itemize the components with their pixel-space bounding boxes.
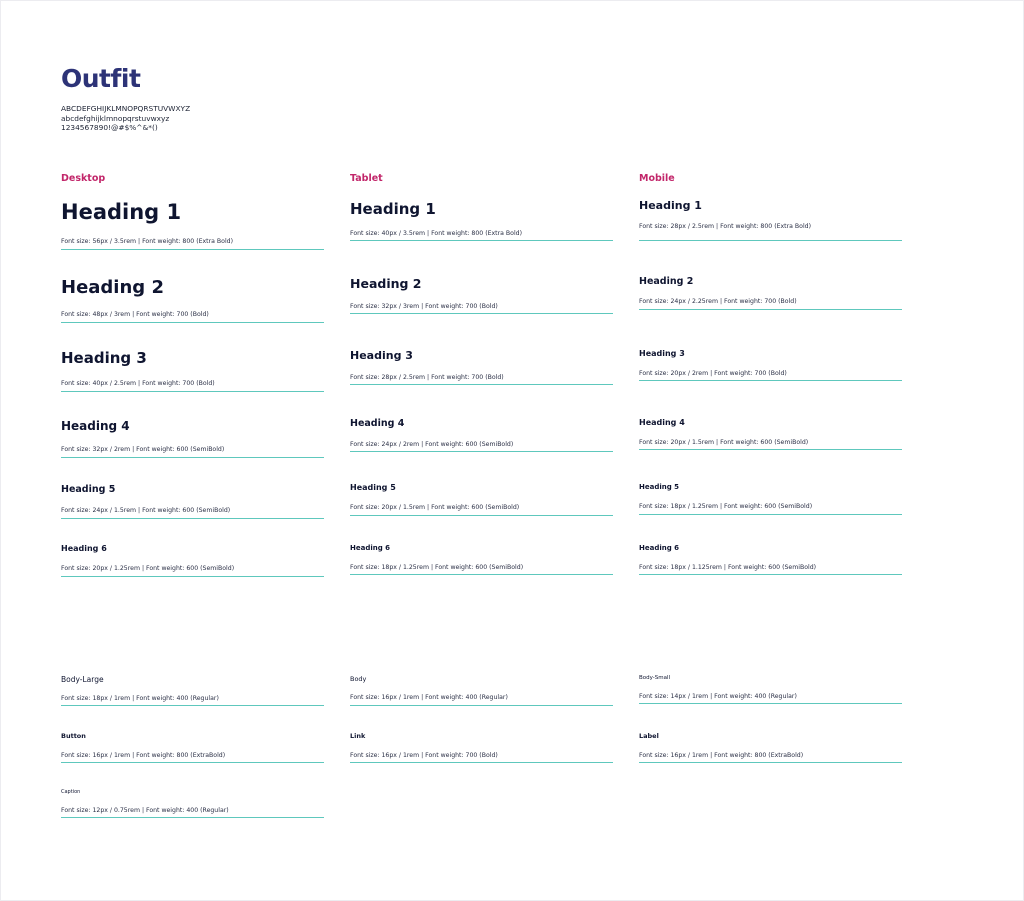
heading-sample: Heading 2 [350,276,422,291]
heading-spec: Font size: 20px / 1.25rem | Font weight: 600 (SemiBold) [61,565,235,572]
divider-line [61,518,324,519]
body-small-entry [639,675,902,700]
divider-line [61,249,324,250]
heading-spec: Font size: 20px / 1.5rem | Font weight: 600 (SemiBold) [350,504,520,511]
style-spec: Font size: 12px / 0.75rem | Font weight: 400 (Regular) [61,807,229,814]
style-sample: Button [61,732,86,740]
mobile-heading-5-entry [639,483,902,510]
style-sample: Body-Large [61,675,104,684]
column-label-mobile: Mobile [639,173,675,184]
desktop-heading-1-entry [61,200,324,245]
style-sample: Caption [61,789,81,795]
heading-spec: Font size: 28px / 2.5rem | Font weight: 700 (Bold) [350,374,504,381]
heading-spec: Font size: 28px / 2.5rem | Font weight: 800 (Extra Bold) [639,223,812,230]
heading-sample: Heading 6 [61,544,107,553]
column-label-tablet: Tablet [350,173,383,184]
divider-line [639,574,902,575]
tablet-heading-4-entry [350,418,613,448]
heading-spec: Font size: 56px / 3.5rem | Font weight: 800 (Extra Bold) [61,238,234,245]
divider-line [350,705,613,706]
divider-line [61,322,324,323]
divider-line [61,762,324,763]
style-sample: Body-Small [639,675,671,681]
heading-sample: Heading 1 [639,199,702,212]
heading-spec: Font size: 40px / 3.5rem | Font weight: 800 (Extra Bold) [350,230,523,237]
heading-spec: Font size: 20px / 1.5rem | Font weight: 600 (SemiBold) [639,439,809,446]
glyph-specimen [61,104,190,133]
mobile-heading-2-entry [639,276,902,305]
divider-line [639,309,902,310]
style-spec: Font size: 16px / 1rem | Font weight: 800 (ExtraBold) [639,752,804,759]
mobile-heading-6-entry [639,544,902,571]
tablet-heading-6-entry [350,544,613,571]
body-entry [350,675,613,701]
heading-sample: Heading 3 [350,349,413,362]
link-style-entry [350,732,613,759]
style-spec: Font size: 16px / 1rem | Font weight: 800 (ExtraBold) [61,752,226,759]
button-style-entry [61,732,324,759]
heading-sample: Heading 5 [639,483,680,491]
heading-spec: Font size: 24px / 2rem | Font weight: 600 (SemiBold) [350,441,514,448]
uppercase-glyphs: ABCDEFGHIJKLMNOPQRSTUVWXYZ [61,104,191,113]
heading-spec: Font size: 40px / 2.5rem | Font weight: 700 (Bold) [61,380,215,387]
divider-line [639,703,902,704]
label-style-entry [639,732,902,759]
divider-line [639,240,902,241]
heading-sample: Heading 3 [639,349,685,358]
heading-sample: Heading 1 [61,200,182,224]
heading-spec: Font size: 48px / 3rem | Font weight: 700 (Bold) [61,311,209,318]
divider-line [61,817,324,818]
mobile-heading-4-entry [639,418,902,446]
style-sample: Link [350,732,366,740]
divider-line [350,313,613,314]
divider-line [350,515,613,516]
style-spec: Font size: 18px / 1rem | Font weight: 400 (Regular) [61,695,219,702]
heading-spec: Font size: 32px / 2rem | Font weight: 600 (SemiBold) [61,446,225,453]
heading-sample: Heading 4 [639,418,685,427]
heading-sample: Heading 4 [61,419,130,433]
divider-line [639,449,902,450]
heading-sample: Heading 6 [350,544,391,552]
divider-line [350,762,613,763]
font-family-title: Outfit [61,64,141,93]
desktop-heading-2-entry [61,277,324,318]
heading-spec: Font size: 20px / 2rem | Font weight: 700 (Bold) [639,370,787,377]
heading-spec: Font size: 32px / 3rem | Font weight: 700 (Bold) [350,303,498,310]
body-large-entry [61,675,324,702]
style-spec: Font size: 16px / 1rem | Font weight: 700 (Bold) [350,752,498,759]
desktop-heading-4-entry [61,419,324,453]
style-sample: Body [350,675,367,683]
divider-line [639,514,902,515]
heading-spec: Font size: 24px / 2.25rem | Font weight: 700 (Bold) [639,298,797,305]
tablet-heading-5-entry [350,483,613,511]
tablet-heading-1-entry [350,200,613,237]
heading-sample: Heading 6 [639,544,680,552]
desktop-heading-3-entry [61,349,324,387]
divider-line [639,762,902,763]
heading-spec: Font size: 18px / 1.25rem | Font weight: 600 (SemiBold) [350,564,524,571]
style-sample: Label [639,732,659,740]
heading-sample: Heading 2 [61,277,164,298]
heading-spec: Font size: 18px / 1.25rem | Font weight: 600 (SemiBold) [639,503,813,510]
divider-line [61,705,324,706]
numeral-symbol-glyphs: 1234567890!@#$%^&*() [61,123,158,133]
tablet-heading-2-entry [350,276,613,310]
desktop-heading-5-entry [61,484,324,514]
heading-sample: Heading 2 [639,276,694,287]
heading-spec: Font size: 24px / 1.5rem | Font weight: 600 (SemiBold) [61,507,231,514]
heading-sample: Heading 1 [350,200,436,218]
divider-line [350,240,613,241]
column-label-desktop: Desktop [61,173,106,184]
mobile-heading-3-entry [639,349,902,377]
heading-spec: Font size: 18px / 1.125rem | Font weight: 600 (SemiBold) [639,564,817,571]
caption-style-entry [61,789,324,814]
heading-sample: Heading 5 [61,484,116,495]
divider-line [61,576,324,577]
mobile-heading-1-entry [639,199,902,230]
heading-sample: Heading 4 [350,418,405,429]
heading-sample: Heading 5 [350,483,396,492]
desktop-heading-6-entry [61,544,324,572]
divider-line [350,574,613,575]
lowercase-glyphs: abcdefghijklmnopqrstuvwxyz [61,113,170,123]
heading-sample: Heading 3 [61,349,147,367]
tablet-heading-3-entry [350,349,613,381]
style-spec: Font size: 14px / 1rem | Font weight: 400 (Regular) [639,693,797,700]
style-spec: Font size: 16px / 1rem | Font weight: 400 (Regular) [350,694,508,701]
divider-line [350,384,613,385]
divider-line [350,451,613,452]
divider-line [639,380,902,381]
divider-line [61,457,324,458]
divider-line [61,391,324,392]
